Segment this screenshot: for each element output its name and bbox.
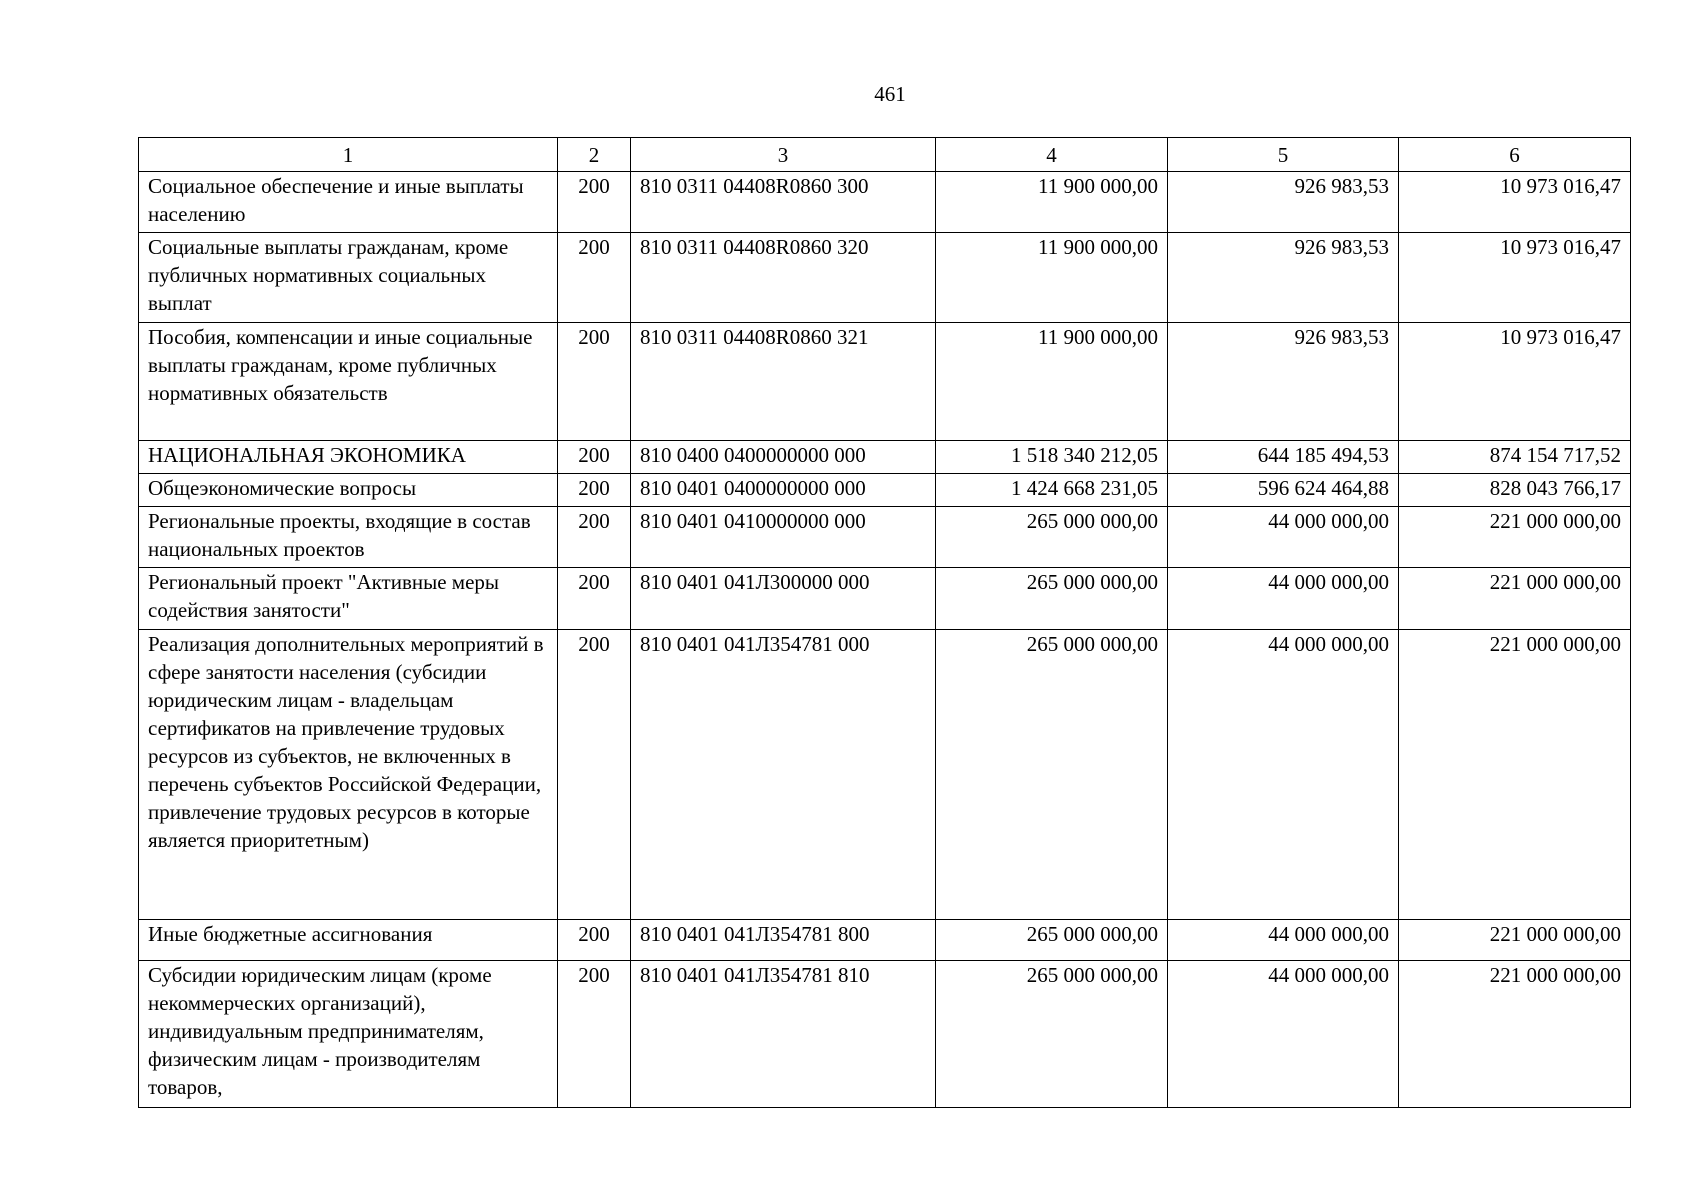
row-col6: 221 000 000,00 [1399, 920, 1631, 961]
row-col5: 926 983,53 [1168, 323, 1399, 441]
row-code: 200 [558, 507, 631, 568]
row-col5: 926 983,53 [1168, 172, 1399, 233]
row-col6: 221 000 000,00 [1399, 630, 1631, 920]
row-col4: 265 000 000,00 [936, 507, 1168, 568]
row-col6: 221 000 000,00 [1399, 961, 1631, 1108]
header-cell-3: 3 [631, 138, 936, 172]
row-col6: 828 043 766,17 [1399, 474, 1631, 507]
page-number: 461 [874, 82, 906, 106]
row-name: Социальное обеспечение и иные выплаты населению [139, 172, 558, 233]
row-code: 200 [558, 568, 631, 630]
row-name: Субсидии юридическим лицам (кроме некоммерческих организаций), индивидуальным предпринимателям, физическим лицам - производителям товаров, [139, 961, 558, 1108]
row-kbk: 810 0400 0400000000 000 [631, 441, 936, 474]
header-cell-2: 2 [558, 138, 631, 172]
row-code: 200 [558, 172, 631, 233]
row-name: Социальные выплаты гражданам, кроме публичных нормативных социальных выплат [139, 233, 558, 323]
row-col6: 221 000 000,00 [1399, 507, 1631, 568]
row-kbk: 810 0311 04408R0860 320 [631, 233, 936, 323]
row-name: НАЦИОНАЛЬНАЯ ЭКОНОМИКА [139, 441, 558, 474]
table-row [139, 630, 1631, 920]
row-code: 200 [558, 323, 631, 441]
row-code: 200 [558, 630, 631, 920]
row-col5: 926 983,53 [1168, 233, 1399, 323]
row-col4: 265 000 000,00 [936, 961, 1168, 1108]
row-col4: 265 000 000,00 [936, 568, 1168, 630]
row-code: 200 [558, 441, 631, 474]
row-name: Региональные проекты, входящие в состав национальных проектов [139, 507, 558, 568]
row-kbk: 810 0311 04408R0860 321 [631, 323, 936, 441]
row-col5: 44 000 000,00 [1168, 630, 1399, 920]
row-col5: 596 624 464,88 [1168, 474, 1399, 507]
row-name: Общеэкономические вопросы [139, 474, 558, 507]
table-row [139, 172, 1631, 233]
row-kbk: 810 0401 0410000000 000 [631, 507, 936, 568]
row-kbk: 810 0401 041Л354781 810 [631, 961, 936, 1108]
row-code: 200 [558, 233, 631, 323]
table-row [139, 323, 1631, 441]
row-col6: 221 000 000,00 [1399, 568, 1631, 630]
table-row [139, 233, 1631, 323]
row-col6: 10 973 016,47 [1399, 172, 1631, 233]
table-row [139, 474, 1631, 507]
row-col5: 44 000 000,00 [1168, 568, 1399, 630]
table-row [139, 441, 1631, 474]
row-kbk: 810 0311 04408R0860 300 [631, 172, 936, 233]
table-row [139, 568, 1631, 630]
table-row [139, 920, 1631, 961]
row-kbk: 810 0401 0400000000 000 [631, 474, 936, 507]
row-kbk: 810 0401 041Л354781 000 [631, 630, 936, 920]
row-col4: 11 900 000,00 [936, 233, 1168, 323]
row-name: Пособия, компенсации и иные социальные выплаты гражданам, кроме публичных нормативных обязательств [139, 323, 558, 441]
header-row [139, 138, 1631, 172]
row-name: Реализация дополнительных мероприятий в сфере занятости населения (субсидии юридическим лицам - владельцам сертификатов на привлечение трудовых ресурсов из субъектов, не включенных в перечень субъектов Российской Федерации, привлечение трудовых ресурсов в которые является приоритетным) [139, 630, 558, 920]
row-name: Иные бюджетные ассигнования [139, 920, 558, 961]
row-col5: 44 000 000,00 [1168, 961, 1399, 1108]
table-row [139, 507, 1631, 568]
row-col4: 1 518 340 212,05 [936, 441, 1168, 474]
row-kbk: 810 0401 041Л300000 000 [631, 568, 936, 630]
row-col4: 11 900 000,00 [936, 172, 1168, 233]
row-col6: 874 154 717,52 [1399, 441, 1631, 474]
header-cell-6: 6 [1399, 138, 1631, 172]
row-code: 200 [558, 961, 631, 1108]
header-cell-4: 4 [936, 138, 1168, 172]
row-col5: 644 185 494,53 [1168, 441, 1399, 474]
row-code: 200 [558, 474, 631, 507]
row-col5: 44 000 000,00 [1168, 920, 1399, 961]
row-col5: 44 000 000,00 [1168, 507, 1399, 568]
row-col6: 10 973 016,47 [1399, 233, 1631, 323]
row-name: Региональный проект "Активные меры содействия занятости" [139, 568, 558, 630]
table-row [139, 961, 1631, 1108]
row-col4: 11 900 000,00 [936, 323, 1168, 441]
row-col4: 265 000 000,00 [936, 630, 1168, 920]
row-col4: 265 000 000,00 [936, 920, 1168, 961]
row-col4: 1 424 668 231,05 [936, 474, 1168, 507]
table-header [139, 138, 1631, 172]
table-body [139, 172, 1631, 1108]
budget-table [138, 137, 1631, 1108]
row-kbk: 810 0401 041Л354781 800 [631, 920, 936, 961]
header-cell-1: 1 [139, 138, 558, 172]
header-cell-5: 5 [1168, 138, 1399, 172]
row-code: 200 [558, 920, 631, 961]
row-col6: 10 973 016,47 [1399, 323, 1631, 441]
